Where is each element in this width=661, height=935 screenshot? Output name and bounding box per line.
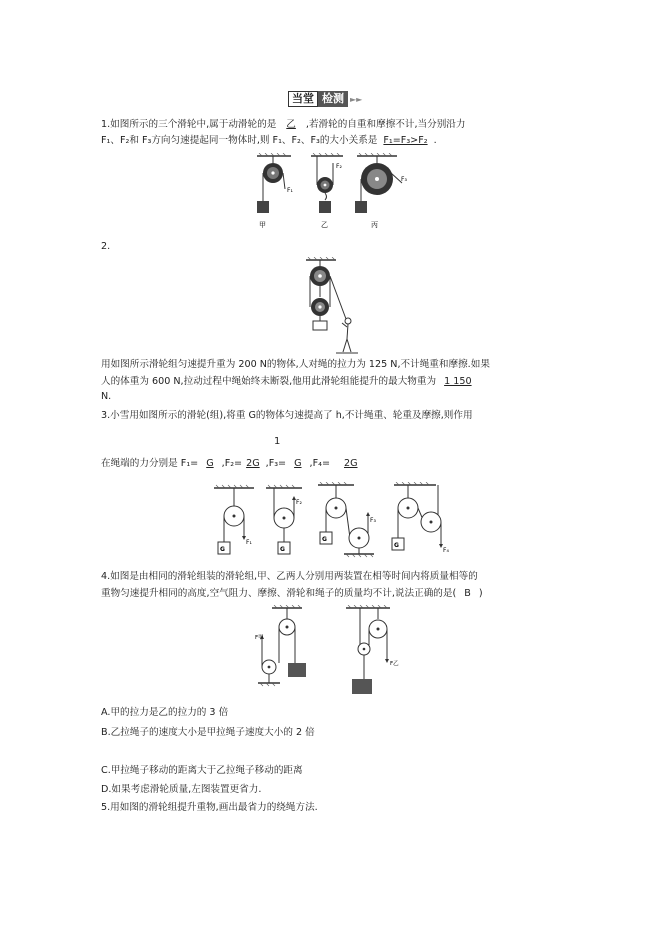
section-title-part2: 检测 (318, 91, 348, 107)
q1-answer1: 乙 (286, 119, 296, 130)
force-label-f2: F₂ (336, 163, 342, 170)
label-jia: 甲 (259, 221, 266, 229)
q3-answer-f4: 2G (343, 458, 358, 469)
q1-line2: F₁、F₂和 F₃方向匀速提起同一物体时,则 F₁、F₂、F₃的大小关系是 F₁=F₃>F₂ . (101, 135, 437, 146)
q2-number: 2. (101, 241, 111, 252)
force-label-f3: F₃ (401, 176, 407, 183)
force-label-fyi: F乙 (390, 661, 399, 667)
q1-answer2: F₁=F₃>F₂ (383, 135, 428, 146)
force-label-f2: F₂ (296, 499, 302, 506)
q2-line2: 人的体重为 600 N,拉动过程中绳始终未断裂,他用此滑轮组能提升的最大物重为 1 150 (101, 375, 478, 388)
q3-fraction-num: 1 (274, 436, 281, 447)
force-label-f3: F₃ (370, 517, 376, 524)
q3-pulley-figure (210, 482, 455, 560)
q2-line3: N. (101, 391, 112, 402)
q2-pulley-figure (300, 257, 360, 357)
q1-line1: 1.如图所示的三个滑轮中,属于动滑轮的是 乙 ,若滑轮的自重和摩擦不计,当分别沿力 (101, 119, 466, 130)
q5-line1: 5.用如图的滑轮组提升重物,画出最省力的绕绳方法. (101, 802, 318, 813)
q2-line1: 用如图所示滑轮组匀速提升重为 200 N的物体,人对绳的拉力为 125 N,不计绳重和摩擦.如果 (101, 359, 490, 370)
force-label-f4: F₄ (443, 547, 449, 554)
q4-option-b: B.乙拉绳子的速度大小是甲拉绳子速度大小的 2 倍 (101, 727, 315, 738)
svg-text:G: G (322, 536, 327, 543)
section-title (288, 91, 362, 107)
force-label-f1: F₁ (246, 539, 252, 546)
pulley-fixed-bing (355, 153, 407, 229)
q3-answer-f2: 2G (246, 458, 260, 469)
q4-answer: B (464, 588, 471, 599)
g-label: G (220, 546, 225, 553)
q1-pulley-figure (255, 153, 410, 231)
label-yi: 乙 (321, 221, 328, 229)
svg-text:G: G (280, 546, 285, 553)
q3-answer-f1: G (206, 458, 214, 469)
q3-line2: 在绳端的力分别是 F₁= G ,F₂= 2G ,F₃= G ,F₄= 2G (101, 457, 372, 470)
svg-text:G: G (394, 542, 399, 549)
pulley-movable-yi (311, 153, 343, 229)
q4-line1: 4.如图是由相同的滑轮组装的滑轮组,甲、乙两人分别用两装置在相等时间内将质量相等的 (101, 571, 478, 582)
q4-pulley-figure (250, 605, 410, 697)
q4-option-a: A.甲的拉力是乙的拉力的 3 倍 (101, 707, 229, 718)
label-bing: 丙 (371, 221, 378, 229)
q4-option-d: D.如果考虑滑轮质量,左图装置更省力. (101, 784, 262, 795)
q3-line1: 3.小雪用如图所示的滑轮(组),将重 G的物体匀速提高了 h,不计绳重、轮重及摩擦,则作用 (101, 410, 473, 421)
pulley-fixed-jia (257, 153, 293, 229)
arrow-icon: ►► (350, 94, 363, 104)
force-label-fjia: F甲 (255, 635, 264, 641)
q2-answer: 1 150 (444, 376, 472, 387)
force-label-f1: F₁ (287, 187, 293, 194)
q4-line2: 重物匀速提升相同的高度,空气阻力、摩擦、滑轮和绳子的质量均不计,说法正确的是( B ) (101, 588, 483, 599)
section-title-part1: 当堂 (288, 91, 318, 107)
q4-option-c: C.甲拉绳子移动的距离大于乙拉绳子移动的距离 (101, 765, 303, 776)
q3-answer-f3: G (294, 458, 302, 469)
